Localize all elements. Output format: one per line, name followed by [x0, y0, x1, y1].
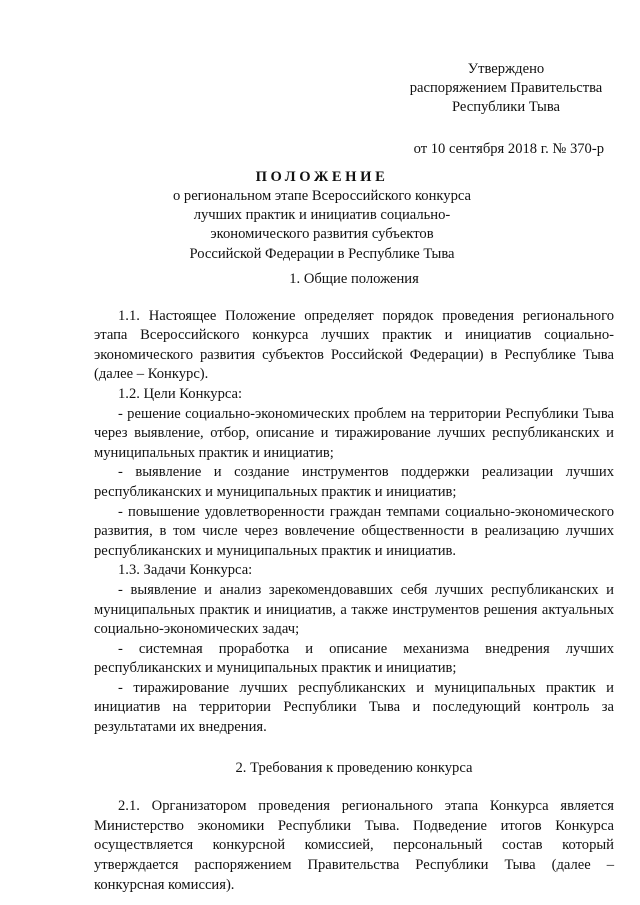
section-1-heading: 1. Общие положения	[289, 271, 419, 287]
paragraph-1-2: 1.2. Цели Конкурса:	[118, 385, 243, 402]
approval-line-1: Утверждено	[467, 61, 545, 77]
document-subtitle-line-1: о региональном этапе Всероссийского конкурса	[172, 188, 472, 204]
document-title-block	[60, 167, 584, 264]
document-body	[94, 270, 614, 895]
task-item-3: - тиражирование лучших республиканских и муниципальных практик и инициатив на территории Республики Тыва и последующий контроль за результатами их внедрения.	[94, 679, 614, 736]
section-2-heading: 2. Требования к проведению конкурса	[235, 759, 473, 776]
document-subtitle-line-4: Российской Федерации в Республике Тыва	[189, 245, 455, 262]
document-subtitle-line-2: лучших практик и инициатив социально-	[193, 207, 451, 224]
goal-item-2: - выявление и создание инструментов поддержки реализации лучших республиканских и муниципальных практик и инициатив;	[94, 464, 614, 500]
paragraph-2-1: 2.1. Организатором проведения регионального этапа Конкурса является Министерство экономики Республики Тыва. Подведение итогов Конкурса осуществляется конкурсной комиссией, персональный состав который утверждается распоряжением Правительства Республики Тыва (далее – конкурсная комиссия).	[94, 798, 614, 893]
paragraph-1-3: 1.3. Задачи Конкурса:	[118, 562, 253, 579]
document-title: ПОЛОЖЕНИЕ	[255, 169, 389, 185]
approval-line-2: распоряжением Правительства	[409, 80, 603, 96]
task-item-1: - выявление и анализ зарекомендовавших себя лучших республиканских и муниципальных практик и инициатив, а также инструментов решения актуальных социально-экономических задач;	[94, 581, 614, 638]
document-subtitle-line-3: экономического развития субъектов	[210, 226, 434, 243]
approval-line-3: Республики Тыва	[451, 99, 561, 115]
approval-stamp	[396, 60, 616, 159]
paragraph-1-1: 1.1. Настоящее Положение определяет порядок проведения регионального этапа Всероссийского конкурса лучших практик и инициатив социально-экономического развития субъектов Российской Федерации) в Республике Тыва (далее – Конкурс).	[94, 307, 614, 383]
goal-item-1: - решение социально-экономических проблем на территории Республики Тыва через выявление, отбор, описание и тиражирование лучших республиканских и муниципальных практик и инициатив;	[94, 405, 614, 461]
task-item-2: - системная проработка и описание механизма внедрения лучших республиканских и муниципальных практик и инициатив;	[94, 640, 614, 677]
approval-date: от 10 сентября 2018 г. № 370-р	[413, 141, 604, 157]
goal-item-3: - повышение удовлетворенности граждан темпами социально-экономического развития, в том числе через вовлечение общественности в реализацию лучших республиканских и муниципальных практик и инициатив.	[94, 503, 614, 559]
